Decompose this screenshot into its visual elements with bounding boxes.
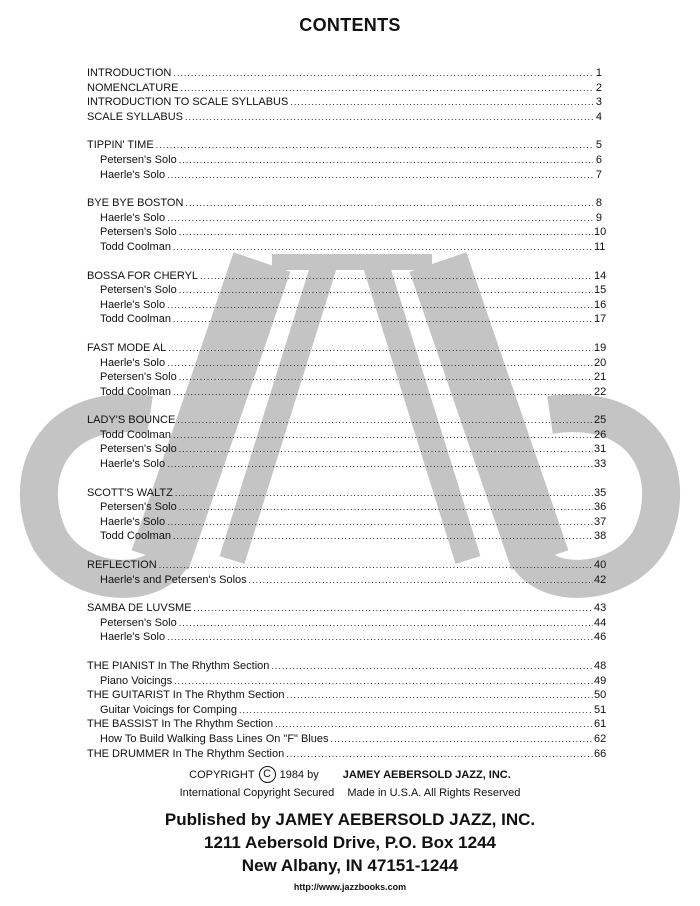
toc-leader-dots: [173, 312, 593, 327]
toc-entry-title: NOMENCLATURE: [87, 81, 179, 94]
publisher-city: New Albany, IN 47151-1244: [241, 856, 459, 875]
toc-entry-page: 44: [594, 616, 607, 629]
toc-entry: [87, 370, 607, 385]
toc-entry: [87, 138, 602, 153]
toc-entry-title: Petersen's Solo: [100, 153, 177, 166]
toc-entry-title: TIPPIN' TIME: [87, 139, 154, 152]
toc-entry: [87, 269, 607, 284]
toc-leader-dots: [173, 66, 593, 81]
toc-entry: [87, 659, 607, 674]
toc-entry-page: 42: [594, 573, 607, 586]
copyright-year: 1984 by: [279, 768, 319, 781]
toc-entry: [87, 153, 602, 168]
toc-entry: [87, 81, 602, 96]
toc-leader-dots: [174, 674, 593, 689]
toc-entry-title: Guitar Voicings for Comping: [100, 703, 237, 716]
toc-leader-dots: [167, 298, 593, 313]
page-title: CONTENTS: [299, 15, 401, 35]
toc-entry-title: LADY'S BOUNCE: [87, 414, 176, 427]
toc-entry-page: 1: [595, 67, 602, 79]
toc-leader-dots: [177, 413, 593, 428]
toc-leader-dots: [185, 196, 593, 211]
website-url: http://www.jazzbooks.com: [293, 882, 407, 892]
toc-entry: [87, 529, 607, 544]
toc-entry: [87, 732, 607, 747]
toc-entry-page: 51: [594, 703, 607, 716]
toc-leader-dots: [194, 601, 593, 616]
toc-entry-page: 9: [595, 211, 602, 224]
toc-entry-title: Todd Coolman: [100, 385, 171, 398]
toc-entry: [87, 500, 607, 515]
toc-entry-title: INTRODUCTION: [87, 67, 172, 79]
toc-leader-dots: [185, 110, 593, 125]
toc-leader-dots: [239, 703, 593, 718]
toc-entry-page: 8: [595, 197, 602, 210]
toc-entry-page: 35: [594, 486, 607, 499]
toc-leader-dots: [271, 659, 593, 674]
toc-entry-title: Todd Coolman: [100, 313, 171, 326]
toc-entry-page: 7: [595, 168, 602, 181]
toc-entry-page: 36: [594, 501, 607, 514]
toc-entry: [87, 225, 607, 240]
toc-entry: [87, 385, 607, 400]
toc-entry-title: Petersen's Solo: [100, 371, 177, 384]
table-of-contents: [87, 66, 607, 761]
toc-entry-title: Haerle's Solo: [100, 168, 166, 181]
toc-leader-dots: [173, 385, 593, 400]
toc-leader-dots: [180, 81, 593, 96]
toc-entry-title: Haerle's Solo: [100, 211, 166, 224]
toc-leader-dots: [168, 341, 593, 356]
toc-entry-page: 61: [594, 718, 607, 731]
toc-entry-page: 19: [594, 341, 607, 354]
publisher-street: 1211 Aebersold Drive, P.O. Box 1244: [204, 833, 496, 852]
toc-entry: [87, 703, 607, 718]
toc-leader-dots: [167, 168, 593, 183]
toc-leader-dots: [179, 442, 593, 457]
toc-leader-dots: [167, 630, 593, 645]
publisher-block: [0, 808, 700, 877]
toc-entry: [87, 196, 602, 211]
copyright-symbol-icon: C: [259, 766, 276, 783]
toc-entry-page: 66: [594, 747, 607, 760]
toc-entry-page: 46: [594, 631, 607, 644]
toc-entry: [87, 601, 607, 616]
toc-entry-title: THE BASSIST In The Rhythm Section: [87, 718, 274, 731]
toc-entry-title: Haerle's Solo: [100, 631, 166, 644]
toc-entry-page: 21: [594, 371, 607, 384]
made-in-usa: Made in U.S.A. All Rights Reserved: [347, 787, 521, 799]
toc-entry: [87, 428, 607, 443]
toc-entry-title: Petersen's Solo: [100, 443, 177, 456]
toc-entry-title: Haerle's and Petersen's Solos: [100, 573, 247, 586]
toc-entry-page: 25: [594, 414, 607, 427]
toc-entry-page: 26: [594, 428, 607, 441]
toc-leader-dots: [249, 573, 593, 588]
toc-leader-dots: [275, 717, 593, 732]
toc-entry-title: SCALE SYLLABUS: [87, 110, 183, 123]
toc-entry: [87, 110, 602, 125]
toc-entry: [87, 240, 606, 255]
toc-entry-title: BYE BYE BOSTON: [87, 197, 184, 210]
toc-entry-page: 14: [594, 269, 607, 282]
toc-entry: [87, 515, 607, 530]
toc-entry: [87, 283, 607, 298]
toc-entry: [87, 486, 607, 501]
toc-entry-page: 5: [595, 139, 602, 152]
toc-leader-dots: [173, 529, 593, 544]
toc-entry: [87, 457, 607, 472]
toc-entry-page: 62: [594, 732, 607, 745]
toc-leader-dots: [286, 688, 593, 703]
toc-entry-page: 3: [595, 96, 602, 109]
copyright-prefix: COPYRIGHT: [189, 768, 255, 781]
toc-entry: [87, 630, 607, 645]
toc-entry: [87, 558, 607, 573]
toc-entry-title: Haerle's Solo: [100, 356, 166, 369]
toc-entry: [87, 413, 607, 428]
toc-entry-title: Haerle's Solo: [100, 458, 166, 471]
toc-entry: [87, 573, 607, 588]
toc-entry-title: Piano Voicings: [100, 674, 173, 687]
toc-entry-page: 11: [594, 240, 606, 253]
toc-entry-page: 33: [594, 458, 607, 471]
toc-leader-dots: [179, 500, 593, 515]
toc-entry: [87, 442, 607, 457]
toc-leader-dots: [200, 269, 593, 284]
toc-entry: [87, 747, 607, 762]
toc-entry: [87, 717, 607, 732]
toc-entry-title: Todd Coolman: [100, 428, 171, 441]
toc-entry-page: 4: [595, 110, 602, 123]
toc-entry: [87, 674, 607, 689]
toc-leader-dots: [173, 428, 593, 443]
toc-entry-page: 10: [594, 226, 607, 239]
toc-leader-dots: [179, 153, 593, 168]
toc-entry-title: SCOTT'S WALTZ: [87, 486, 173, 499]
toc-entry: [87, 312, 607, 327]
toc-entry-title: THE GUITARIST In The Rhythm Section: [87, 689, 285, 702]
toc-entry-page: 48: [594, 660, 607, 672]
toc-entry: [87, 356, 607, 371]
toc-entry: [87, 168, 602, 183]
toc-entry: [87, 298, 607, 313]
toc-leader-dots: [179, 283, 593, 298]
toc-leader-dots: [159, 558, 593, 573]
toc-entry-page: 16: [594, 298, 607, 311]
copyright-secured: International Copyright Secured: [179, 787, 335, 799]
toc-leader-dots: [167, 356, 593, 371]
toc-entry-page: 22: [594, 385, 607, 398]
toc-entry-title: INTRODUCTION TO SCALE SYLLABUS: [87, 96, 289, 109]
toc-entry-title: Todd Coolman: [100, 530, 171, 543]
toc-entry-page: 40: [594, 559, 607, 572]
toc-leader-dots: [167, 515, 593, 530]
toc-entry-title: Petersen's Solo: [100, 226, 177, 239]
publisher-name: Published by JAMEY AEBERSOLD JAZZ, INC.: [164, 810, 536, 829]
toc-entry-page: 50: [594, 689, 607, 702]
toc-entry-title: THE DRUMMER In The Rhythm Section: [87, 747, 285, 760]
toc-entry-page: 2: [595, 81, 602, 94]
toc-leader-dots: [173, 240, 593, 255]
toc-entry-title: Haerle's Solo: [100, 298, 166, 311]
toc-leader-dots: [179, 370, 593, 385]
toc-entry-page: 38: [594, 530, 607, 543]
toc-entry-page: 15: [594, 284, 607, 297]
toc-leader-dots: [175, 486, 593, 501]
toc-entry-page: 49: [594, 674, 607, 687]
toc-leader-dots: [290, 95, 593, 110]
toc-entry-page: 17: [594, 313, 607, 326]
toc-leader-dots: [167, 211, 593, 226]
toc-leader-dots: [331, 732, 593, 747]
toc-entry-title: How To Build Walking Bass Lines On "F" Blues: [100, 732, 329, 745]
toc-entry-page: 6: [595, 153, 602, 166]
toc-entry-title: Todd Coolman: [100, 240, 171, 253]
toc-entry-title: Haerle's Solo: [100, 515, 166, 528]
toc-entry-title: REFLECTION: [87, 559, 157, 572]
toc-entry: [87, 616, 607, 631]
toc-entry: [87, 95, 602, 110]
toc-entry-page: 31: [594, 443, 607, 456]
toc-entry-title: FAST MODE AL: [87, 341, 167, 354]
copyright-block: [0, 766, 700, 799]
toc-entry-title: SAMBA DE LUVSME: [87, 602, 192, 615]
copyright-holder: JAMEY AEBERSOLD JAZZ, INC.: [342, 768, 511, 781]
toc-leader-dots: [179, 225, 593, 240]
toc-entry-title: BOSSA FOR CHERYL: [87, 269, 199, 282]
toc-entry-title: Petersen's Solo: [100, 501, 177, 514]
toc-leader-dots: [167, 457, 593, 472]
toc-entry-page: 20: [594, 356, 607, 369]
toc-entry-title: Petersen's Solo: [100, 284, 177, 297]
toc-entry: [87, 211, 602, 226]
toc-entry-page: 43: [594, 602, 607, 615]
toc-leader-dots: [179, 616, 593, 631]
toc-entry-page: 37: [594, 515, 607, 528]
toc-entry: [87, 688, 607, 703]
toc-leader-dots: [156, 138, 593, 153]
toc-leader-dots: [286, 747, 593, 762]
toc-entry: [87, 66, 602, 81]
toc-entry: [87, 341, 607, 356]
toc-entry-title: Petersen's Solo: [100, 616, 177, 629]
toc-entry-title: THE PIANIST In The Rhythm Section: [87, 660, 270, 672]
